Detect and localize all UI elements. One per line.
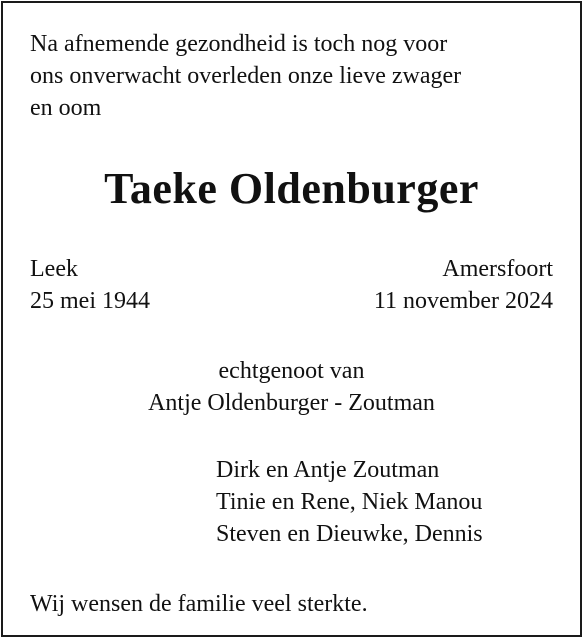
spouse-label: echtgenoot van <box>218 358 365 384</box>
intro-text <box>30 28 461 124</box>
intro-line: ons onverwacht overleden onze lieve zwager <box>30 63 462 89</box>
intro-line: en oom <box>30 95 102 121</box>
family-line: Tinie en Rene, Niek Manou <box>216 489 483 515</box>
closing-text: Wij wensen de familie veel sterkte. <box>30 591 368 617</box>
spouse-name: Antje Oldenburger - Zoutman <box>148 390 435 416</box>
family-list <box>216 454 483 550</box>
birth-place: Leek <box>30 256 78 282</box>
birth-info <box>30 253 150 317</box>
obituary-card <box>1 1 582 637</box>
death-info <box>374 253 553 317</box>
family-line: Steven en Dieuwke, Dennis <box>216 521 483 547</box>
death-place: Amersfoort <box>442 256 553 282</box>
deceased-name: Taeke Oldenburger <box>104 164 479 213</box>
intro-line: Na afnemende gezondheid is toch nog voor <box>30 31 448 57</box>
death-date: 11 november 2024 <box>373 288 553 314</box>
family-line: Dirk en Antje Zoutman <box>216 457 440 483</box>
birth-date: 25 mei 1944 <box>30 288 150 314</box>
